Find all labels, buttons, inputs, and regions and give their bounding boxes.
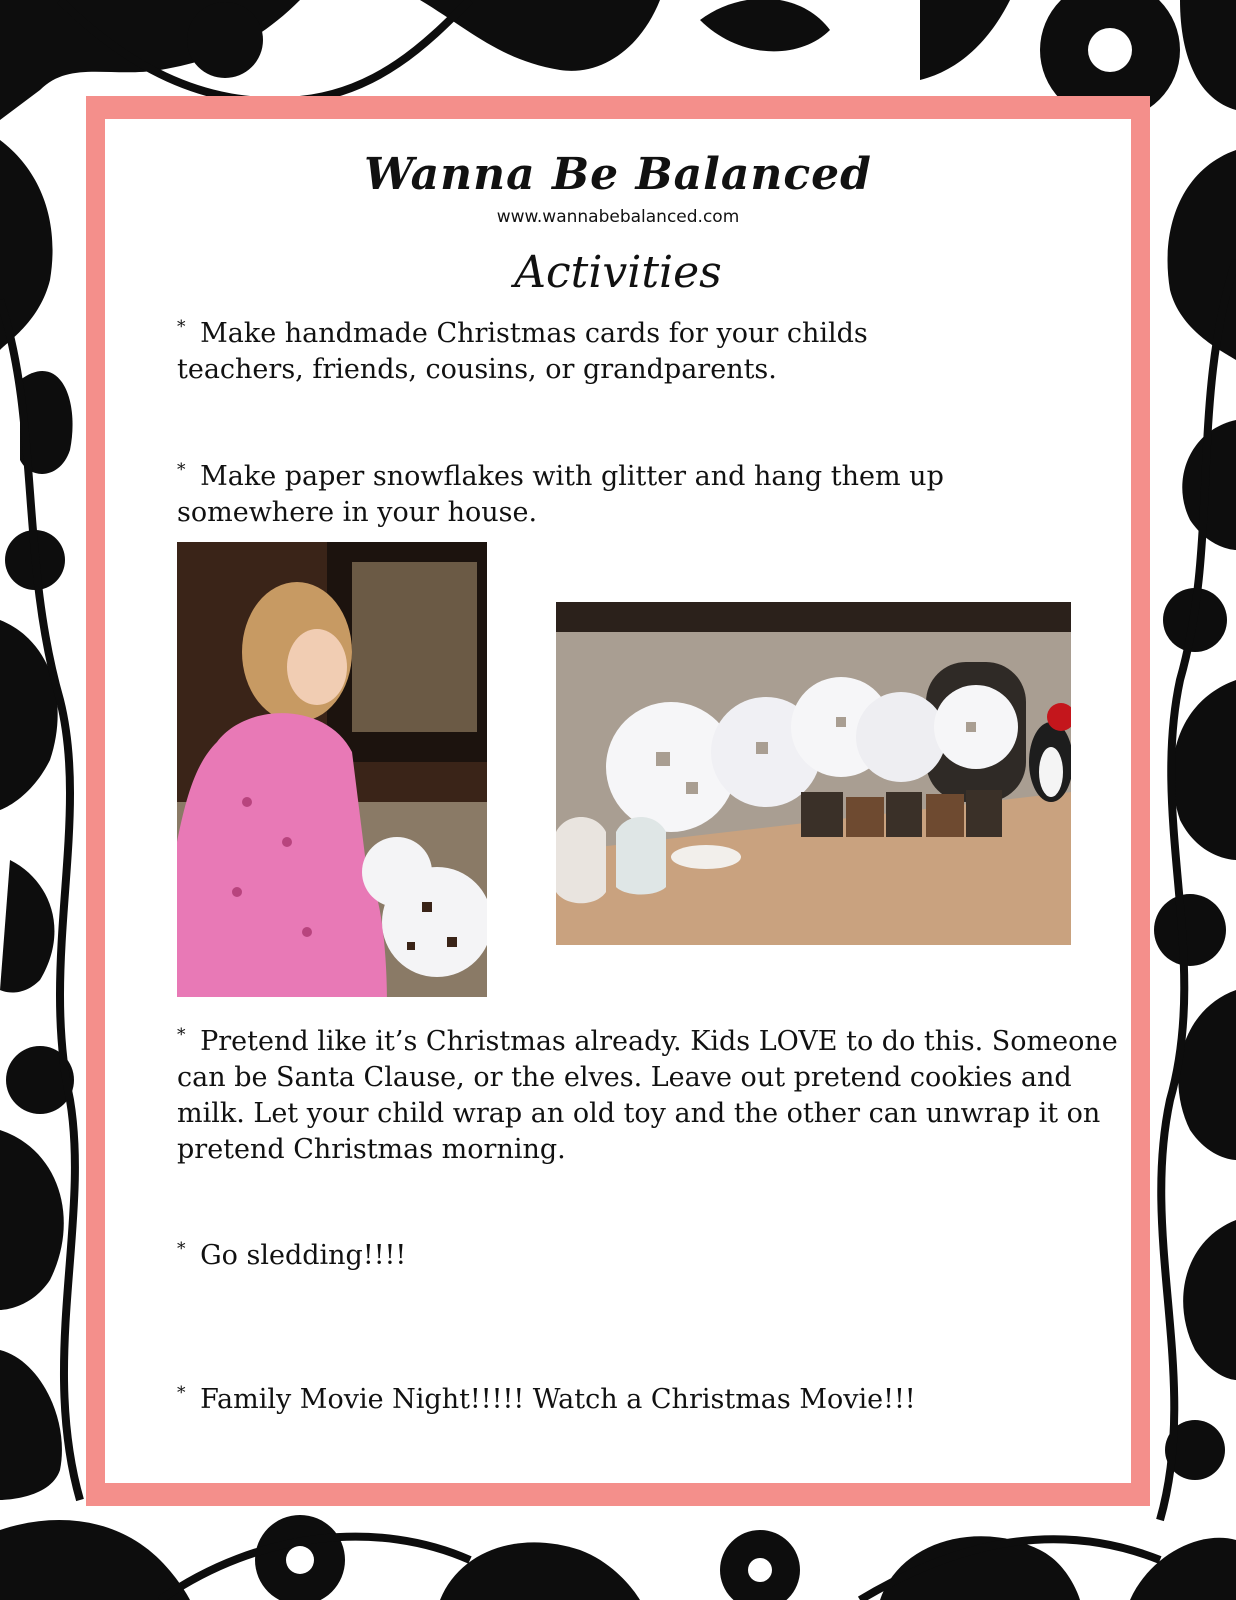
activity-item <box>177 452 997 531</box>
activity-text: Make paper snowflakes with glitter and hang them up somewhere in your house. <box>177 461 944 528</box>
card-content <box>105 119 1131 1483</box>
activity-item <box>177 1017 1137 1168</box>
activity-text: Make handmade Christmas cards for your childs teachers, friends, cousins, or grandparents. <box>177 318 868 385</box>
activity-text: Pretend like it’s Christmas already. Kids LOVE to do this. Someone can be Santa Clause, or the elves. Leave out pretend cookies and milk. Let your child wrap an old toy and the other can unwrap it on pretend Christmas morning. <box>177 1026 1118 1165</box>
photo-hanging-snowflakes <box>556 602 1071 945</box>
bullet: * <box>177 1383 186 1403</box>
activity-text: Go sledding!!!! <box>200 1240 407 1271</box>
card-frame <box>86 96 1150 1506</box>
activity-item <box>177 1375 1137 1418</box>
bullet: * <box>177 317 186 337</box>
section-title: Activities <box>514 247 722 298</box>
activity-text: Family Movie Night!!!!! Watch a Christmas Movie!!! <box>200 1384 916 1415</box>
site-url[interactable]: www.wannabebalanced.com <box>496 207 740 227</box>
photo-child-snowflake <box>177 542 487 997</box>
activity-item <box>177 309 967 388</box>
site-title: Wanna Be Balanced <box>364 149 872 200</box>
bullet: * <box>177 460 186 480</box>
bullet: * <box>177 1025 186 1045</box>
activity-item <box>177 1231 1137 1274</box>
bullet: * <box>177 1239 186 1259</box>
